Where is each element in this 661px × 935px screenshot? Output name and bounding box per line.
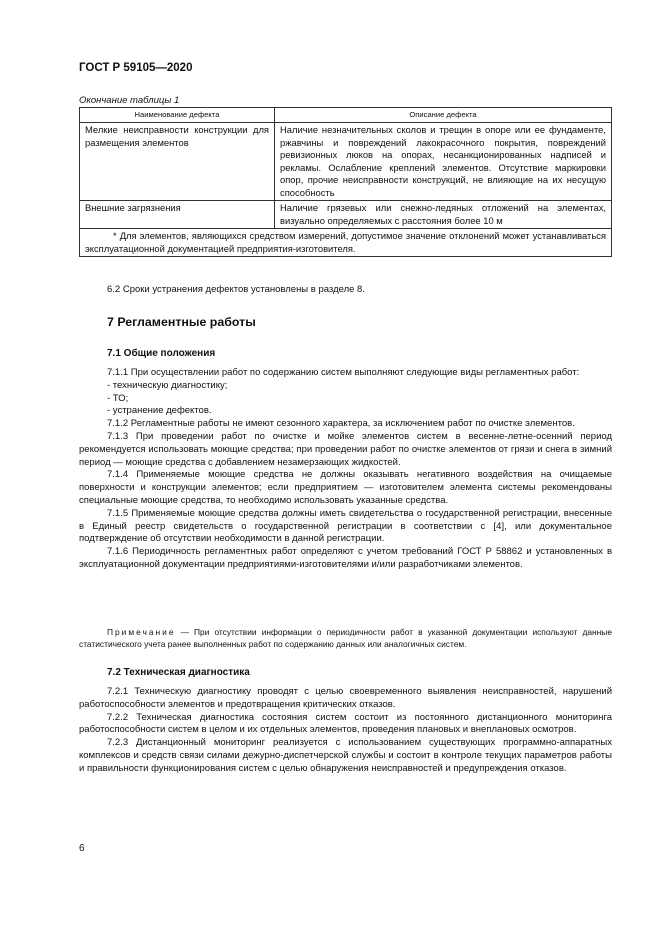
subsection-7-2-title: 7.2 Техническая диагностика [107, 667, 250, 678]
paragraph-7-2-1: 7.2.1 Техническую диагностику проводят с целью своевременного выявления неисправностей, нарушений работоспособности элементов и предотвращения критических отказов. [79, 686, 612, 710]
paragraph-7-1-3: 7.1.3 При проведении работ по очистке и мойке элементов систем в весенне-летне-осенний период рекомендуется использовать моющие средства; при проведении работ по очистке элементов от грязи и снега в зимний период — моющие средства с добавлением незамерзающих жидкостей. [79, 430, 612, 468]
note-label: Примечание [107, 627, 176, 637]
table-row [80, 201, 612, 229]
paragraph-7-1-5: 7.1.5 Применяемые моющие средства должны иметь свидетельства о государственной регистрации, внесенные в Единый реестр свидетельств о государственной регистрации в соответствии с [4], или документальное подтверждение об отсутствии необходимости в данной регистрации. [79, 507, 612, 545]
note-text: — При отсутствии информации о периодичности работ в указанной документации используют данные статистического учета ранее выполненных работ по содержанию данных или аналогичных систем. [79, 627, 612, 649]
paragraph-7-2-2: 7.2.2 Техническая диагностика состояния систем состоит из постоянного дистанционного мониторинга работоспособности систем в целом и их отдельных элементов, проведения плановых и внеплановых осмотров. [79, 711, 612, 736]
paragraph-6-2 [79, 284, 612, 297]
defect-name-cell: Мелкие неисправности конструкции для размещения элементов [80, 123, 275, 201]
paragraph-7-1-4: 7.1.4 Применяемые моющие средства не должны оказывать негативного воздействия на очищаемые поверхности и конструкции элементов; если предприятием — изготовителем элемента системы рекомендованы специальные моющие средства, то необходимо использовать указанные средства. [79, 469, 612, 506]
paragraph-7-1-1: 7.1.1 При осуществлении работ по содержанию систем выполняют следующие виды регламентных работ: [107, 367, 580, 378]
paragraph-7-2-3: 7.2.3 Дистанционный мониторинг реализуется с использованием существующих программно-аппаратных комплексов и средств связи силами дежурно-диспетчерской службы и состоит в контроле текущих параметров работы и правильности функционирования систем с целью обнаружения неисправностей и предупреждения отказов. [79, 737, 612, 774]
defect-description-cell: Наличие незначительных сколов и трещин в опоре или ее фундаменте, ржавчины и повреждений лакокрасочного покрытия, повреждений ревизионных люков на опорах, несанкционированных надписей и рекламы. Ослабление креплений элементов. Отсутствие маркировки опор, прочие неисправности конструкций, не влияющие на их несущую способность [275, 123, 612, 201]
note-7-1 [79, 627, 612, 650]
page-number: 6 [79, 843, 85, 854]
paragraph-text: 6.2 Сроки устранения дефектов установлены в разделе 8. [107, 284, 365, 295]
defect-name-cell: Внешние загрязнения [80, 201, 275, 229]
paragraph-7-1-6: 7.1.6 Периодичность регламентных работ определяют с учетом требований ГОСТ Р 58862 и установленных в эксплуатационной документации предприятиями-изготовителями и/или разработчиками элементов. [79, 546, 612, 570]
subsection-7-1-title: 7.1 Общие положения [107, 348, 216, 359]
paragraph-7-1-2: 7.1.2 Регламентные работы не имеют сезонного характера, за исключением работ по очистке элементов. [107, 418, 575, 430]
table-caption: Окончание таблицы 1 [79, 95, 180, 106]
table-footnote-row [80, 229, 612, 257]
list-item: - устранение дефектов. [107, 405, 212, 417]
list-item: - техническую диагностику; [107, 379, 228, 391]
section-7-title: 7 Регламентные работы [107, 315, 256, 329]
defects-table [79, 107, 612, 257]
table-header-row [80, 108, 612, 123]
table-row [80, 123, 612, 201]
subsection-7-1-body [79, 367, 612, 572]
col-header-description: Описание дефекта [275, 108, 612, 123]
document-code: ГОСТ Р 59105—2020 [79, 62, 193, 74]
defect-description-cell: Наличие грязевых или снежно-ледяных отложений на элементах, визуально определяемых с расстояния более 10 м [275, 201, 612, 229]
subsection-7-2-body [79, 686, 612, 776]
list-item: - ТО; [107, 392, 129, 404]
table-footnote [80, 229, 612, 257]
col-header-name: Наименование дефекта [80, 108, 275, 123]
table-footnote-text: * Для элементов, являющихся средством измерений, допустимое значение отклонений может устанавливаться эксплуатационной документацией предприятия-изготовителя. [85, 230, 606, 254]
